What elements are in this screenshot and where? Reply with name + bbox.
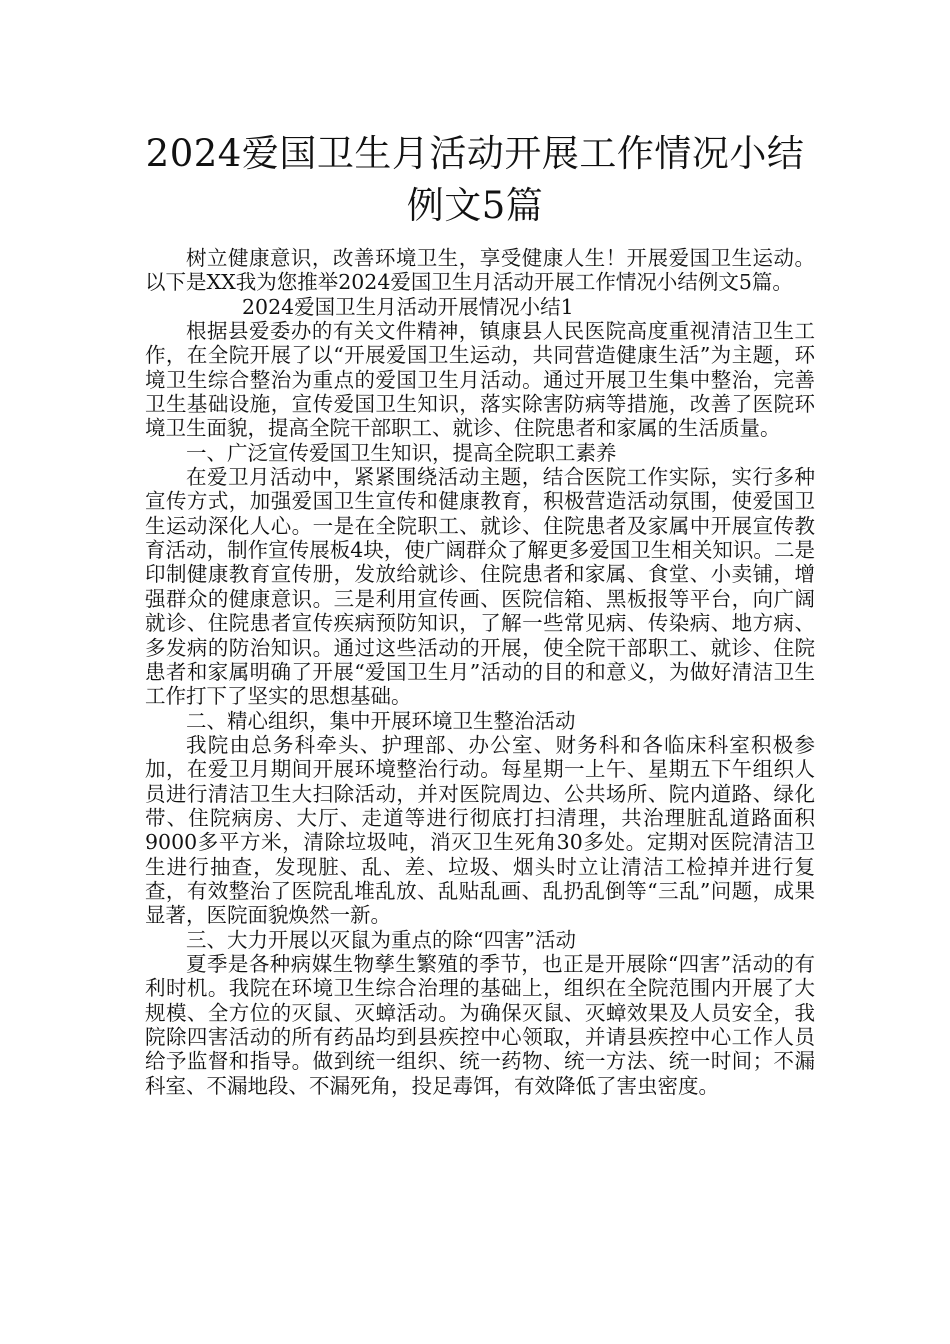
intro-paragraph: 树立健康意识，改善环境卫生，享受健康人生！开展爱国卫生运动。以下是XX我为您推举2024爱国卫生月活动开展工作情况小结例文5篇。 [145, 246, 815, 295]
body-paragraph: 我院由总务科牵头、护理部、办公室、财务科和各临床科室积极参加，在爱卫月期间开展环境整治行动。每星期一上午、星期五下午组织人员进行清洁卫生大扫除活动，并对医院周边、公共场所、院内道路、绿化带、住院病房、大厅、走道等进行彻底打扫清理，共治理脏乱道路面积9000多平方米，清除垃圾吨，消灭卫生死角30多处。定期对医院清洁卫生进行抽查，发现脏、乱、差、垃圾、烟头时立让清洁工检掉并进行复查，有效整治了医院乱堆乱放、乱贴乱画、乱扔乱倒等“三乱”问题，成果显著，医院面貌焕然一新。 [145, 732, 815, 928]
section-heading-1: 一、广泛宣传爱国卫生知识，提高全院职工素养 [186, 440, 617, 465]
section-subtitle: 2024爱国卫生月活动开展情况小结1 [242, 294, 574, 319]
body-paragraph: 根据县爱委办的有关文件精神，镇康县人民医院高度重视清洁卫生工作，在全院开展了以“开展爱国卫生运动，共同营造健康生活”为主题，环境卫生综合整治为重点的爱国卫生月活动。通过开展卫生集中整治，完善卫生基础设施，宣传爱国卫生知识，落实除害防病等措施，改善了医院环境卫生面貌，提高全院干部职工、就诊、住院患者和家属的生活质量。 [145, 319, 815, 441]
section-heading-3: 三、大力开展以灭鼠为重点的除“四害”活动 [186, 927, 576, 952]
section-heading-2: 二、精心组织，集中开展环境卫生整治活动 [186, 708, 576, 733]
document-title: 2024爱国卫生月活动开展工作情况小结例文5篇 [145, 132, 805, 227]
document-body [145, 246, 815, 1098]
body-paragraph: 夏季是各种病媒生物孳生繁殖的季节，也正是开展除“四害”活动的有利时机。我院在环境卫生综合治理的基础上，组织在全院范围内开展了大规模、全方位的灭鼠、灭蟑活动。为确保灭鼠、灭蟑效果及人员安全，我院除四害活动的所有药品均到县疾控中心领取，并请县疾控中心工作人员给予监督和指导。做到统一组织、统一药物、统一方法、统一时间；不漏科室、不漏地段、不漏死角，投足毒饵，有效降低了害虫密度。 [145, 951, 815, 1098]
body-paragraph: 在爱卫月活动中，紧紧围绕活动主题，结合医院工作实际，实行多种宣传方式，加强爱国卫生宣传和健康教育，积极营造活动氛围，使爱国卫生运动深化人心。一是在全院职工、就诊、住院患者及家属中开展宣传教育活动，制作宣传展板4块，使广阔群众了解更多爱国卫生相关知识。二是印制健康教育宣传册，发放给就诊、住院患者和家属、食堂、小卖铺，增强群众的健康意识。三是利用宣传画、医院信箱、黑板报等平台，向广阔就诊、住院患者宣传疾病预防知识，了解一些常见病、传染病、地方病、多发病的防治知识。通过这些活动的开展，使全院干部职工、就诊、住院患者和家属明确了开展“爱国卫生月”活动的目的和意义，为做好清洁卫生工作打下了坚实的思想基础。 [145, 465, 815, 709]
